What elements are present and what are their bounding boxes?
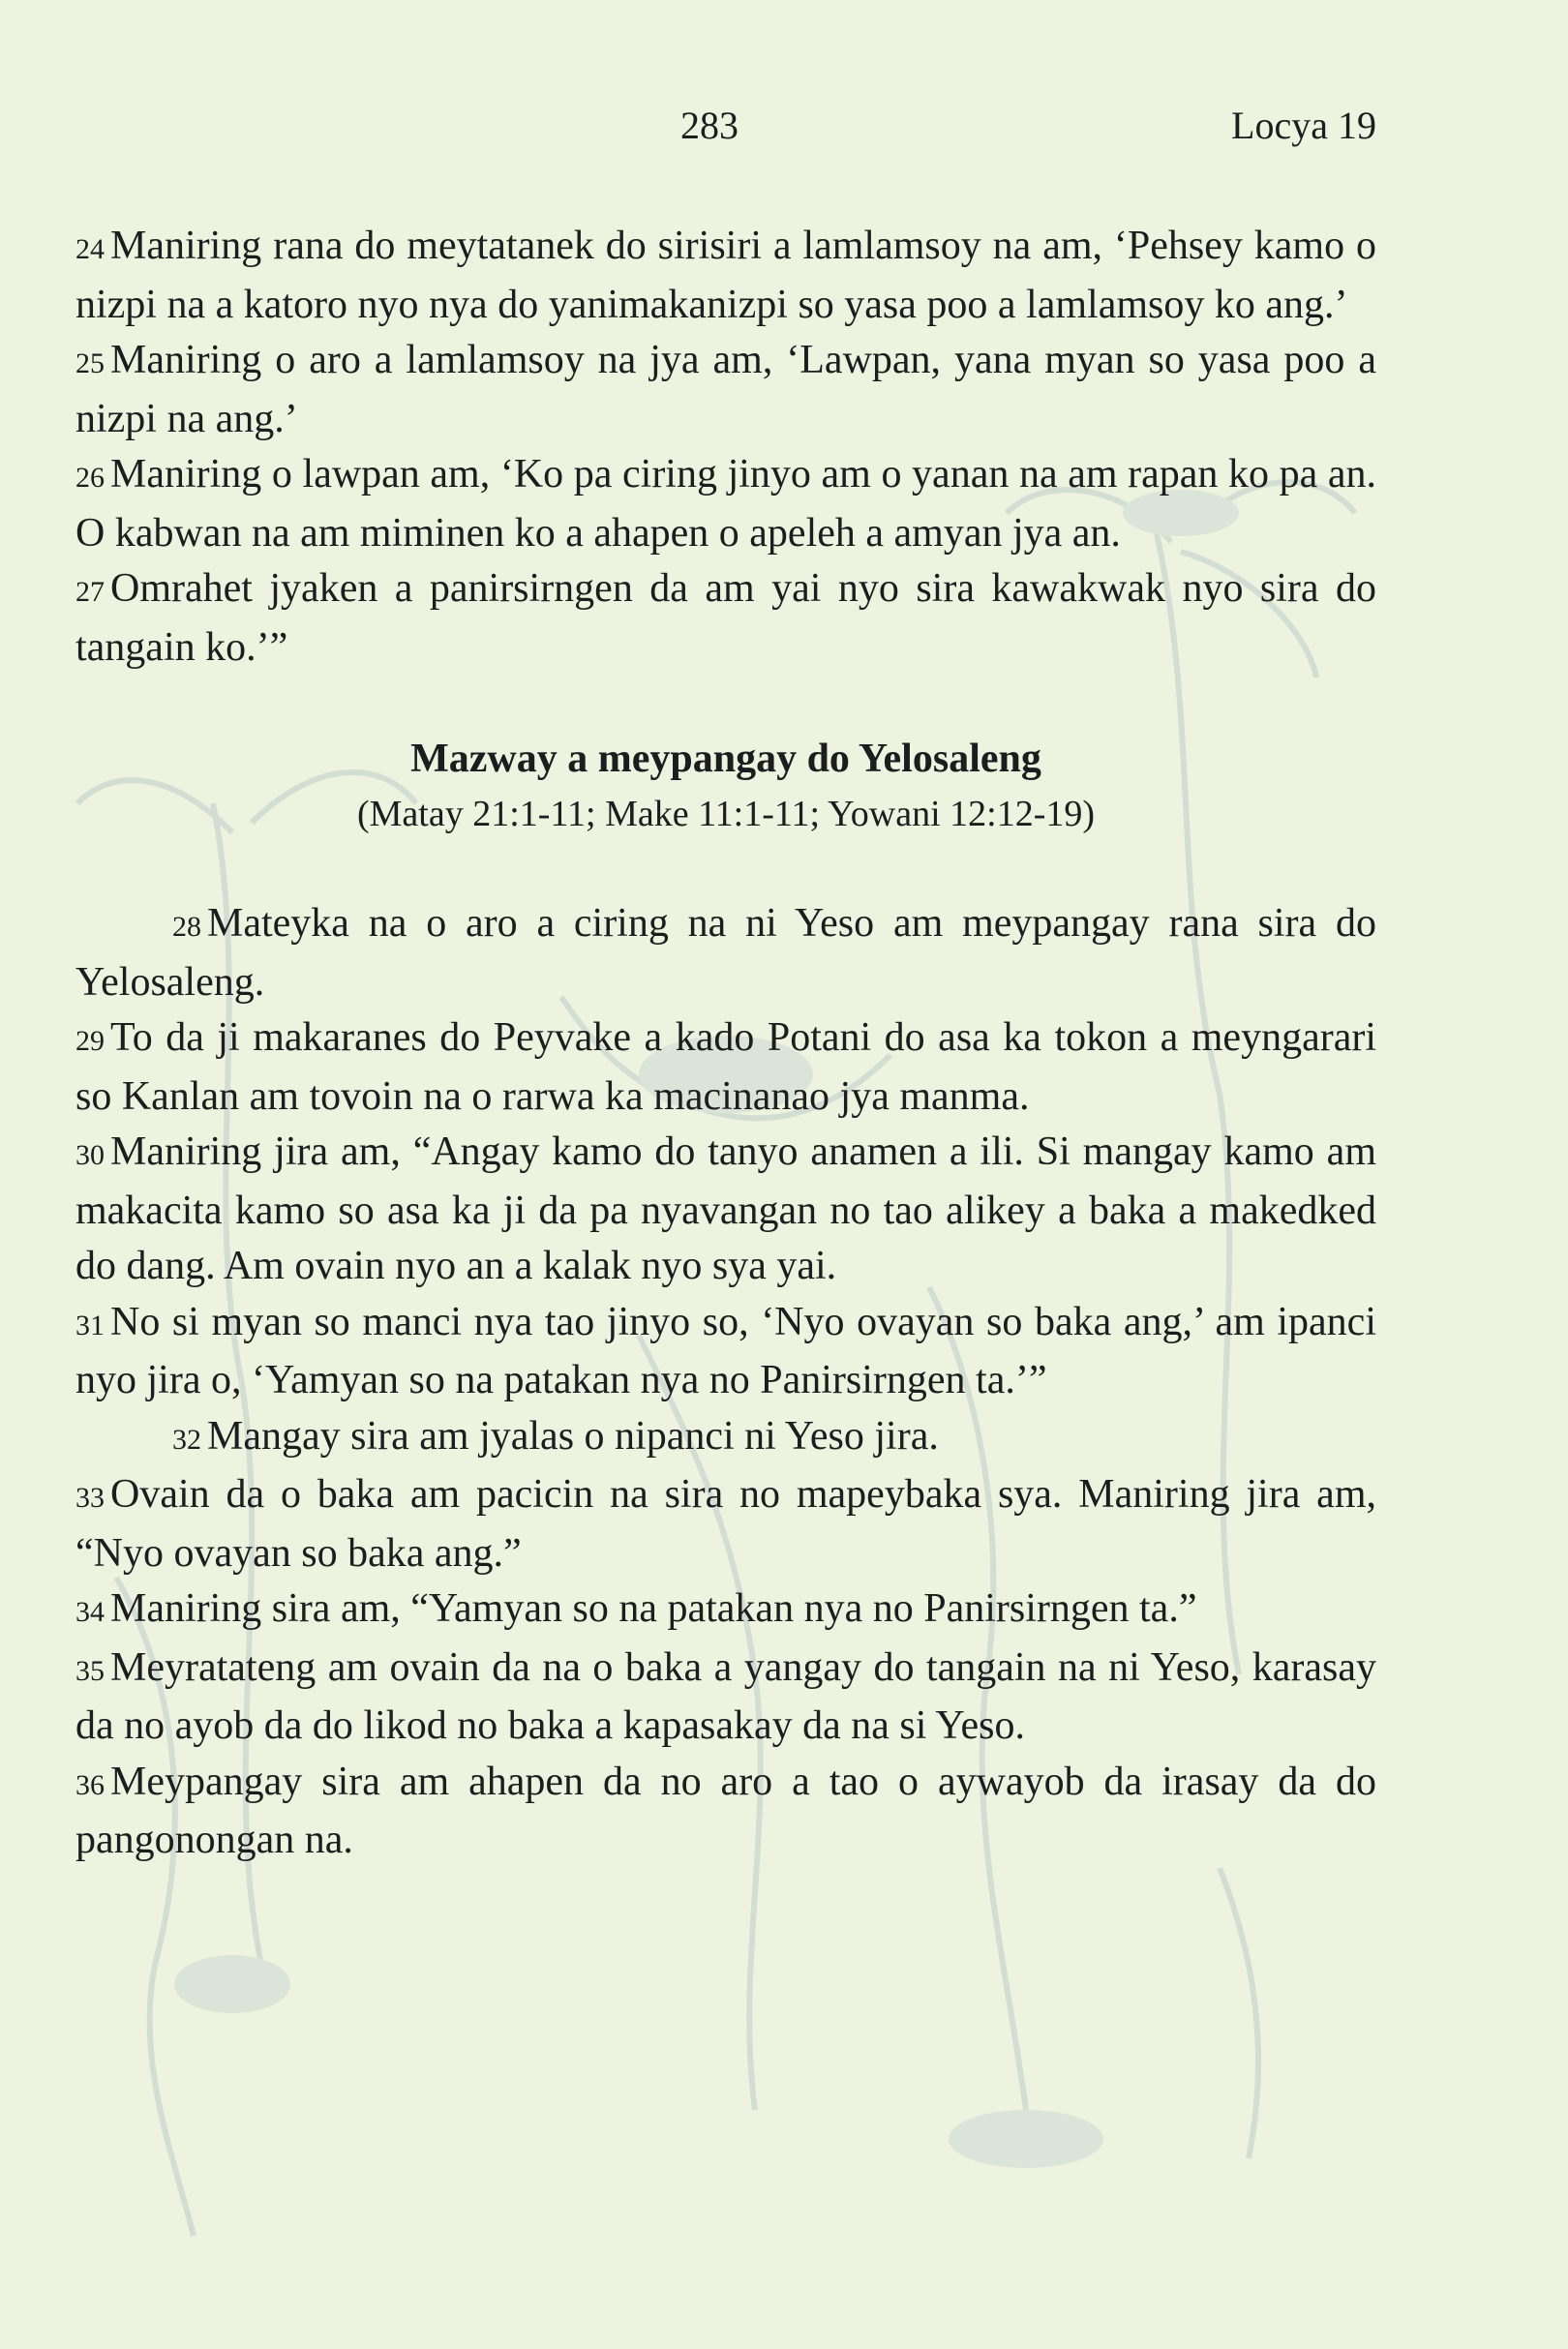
verse-text: Meyratateng am ovain da na o baka a yangay do tangain na ni Yeso, karasay da no ayob da do likod no baka a kapasakay da na si Yeso. xyxy=(75,1644,1376,1748)
scripture-text xyxy=(75,219,1376,1869)
verse-text: Ovain da o baka am pacicin na sira no mapeybaka sya. Maniring jira am, “Nyo ovayan so baka ang.” xyxy=(75,1472,1376,1576)
verse-text: Maniring jira am, “Angay kamo do tanyo anamen a ili. Si mangay kamo am makacita kamo so asa ka ji da pa nyavangan no tao alikey a baka a makedked do dang. Am ovain nyo an a kalak nyo sya yai. xyxy=(75,1129,1376,1288)
verse-text: Mateyka na o aro a ciring na ni Yeso am meypangay rana sira do Yelosaleng. xyxy=(75,901,1376,1005)
verse xyxy=(75,219,1376,333)
verse xyxy=(75,1755,1376,1869)
verse xyxy=(75,1010,1376,1125)
verse-number: 24 xyxy=(75,233,105,265)
section-heading: Mazway a meypangay do Yelosaleng xyxy=(410,737,1041,781)
verse xyxy=(75,1409,1376,1468)
verse-text: Maniring o lawpan am, ‘Ko pa ciring jinyo am o yanan na am rapan ko pa an. O kabwan na am miminen ko a ahapen o apeleh a amyan jya an. xyxy=(75,452,1376,556)
verse-number: 35 xyxy=(75,1654,105,1687)
verse-text: Mangay sira am jyalas o nipanci ni Yeso jira. xyxy=(207,1413,939,1459)
verse-number: 34 xyxy=(75,1596,105,1628)
page-number: 283 xyxy=(680,104,739,147)
verse xyxy=(75,1467,1376,1581)
verse-text: Maniring rana do meytatanek do sirisiri a lamlamsoy na am, ‘Pehsey kamo o nizpi na a katoro nyo nya do yanimakanizpi so yasa poo a lamlamsoy ko ang.’ xyxy=(75,224,1376,327)
running-head xyxy=(75,95,1376,153)
verse-text: No si myan so manci nya tao jinyo so, ‘Nyo ovayan so baka ang,’ am ipanci nyo jira o, ‘Yamyan so na patakan nya no Panirsirngen ta.’” xyxy=(75,1299,1376,1402)
chapter-reference: Locya 19 xyxy=(1231,104,1376,147)
verse-number: 29 xyxy=(75,1025,105,1057)
verse-number: 26 xyxy=(75,462,105,494)
verse-number: 25 xyxy=(75,347,105,379)
verse xyxy=(75,333,1376,447)
verse xyxy=(75,561,1376,676)
verse-number: 32 xyxy=(172,1423,201,1456)
verse xyxy=(75,1641,1376,1755)
section-cross-references: (Matay 21:1-11; Make 11:1-11; Yowani 12:12-19) xyxy=(356,794,1096,834)
verse-number: 30 xyxy=(75,1139,105,1171)
verse-number: 27 xyxy=(75,576,105,608)
verse xyxy=(75,1125,1376,1295)
verse-number: 31 xyxy=(75,1309,105,1341)
verse-text: Omrahet jyaken a panirsirngen da am yai nyo sira kawakwak nyo sira do tangain ko.’” xyxy=(75,566,1376,670)
verse xyxy=(75,1581,1376,1641)
verse-text: Meypangay sira am ahapen da no aro a tao o aywayob da irasay da do pangonongan na. xyxy=(75,1759,1376,1862)
verse xyxy=(75,896,1376,1010)
verse-number: 28 xyxy=(172,911,201,943)
verse-text: To da ji makaranes do Peyvake a kado Potani do asa ka tokon a meyngarari so Kanlan am tovoin na o rarwa ka macinanao jya manma. xyxy=(75,1015,1376,1119)
verse xyxy=(75,1295,1376,1409)
verse-number: 33 xyxy=(75,1482,105,1514)
verse xyxy=(75,447,1376,561)
verse-text: Maniring o aro a lamlamsoy na jya am, ‘Lawpan, yana myan so yasa poo a nizpi na ang.’ xyxy=(75,338,1376,441)
verse-text: Maniring sira am, “Yamyan so na patakan nya no Panirsirngen ta.” xyxy=(110,1586,1197,1631)
verse-number: 36 xyxy=(75,1768,105,1801)
